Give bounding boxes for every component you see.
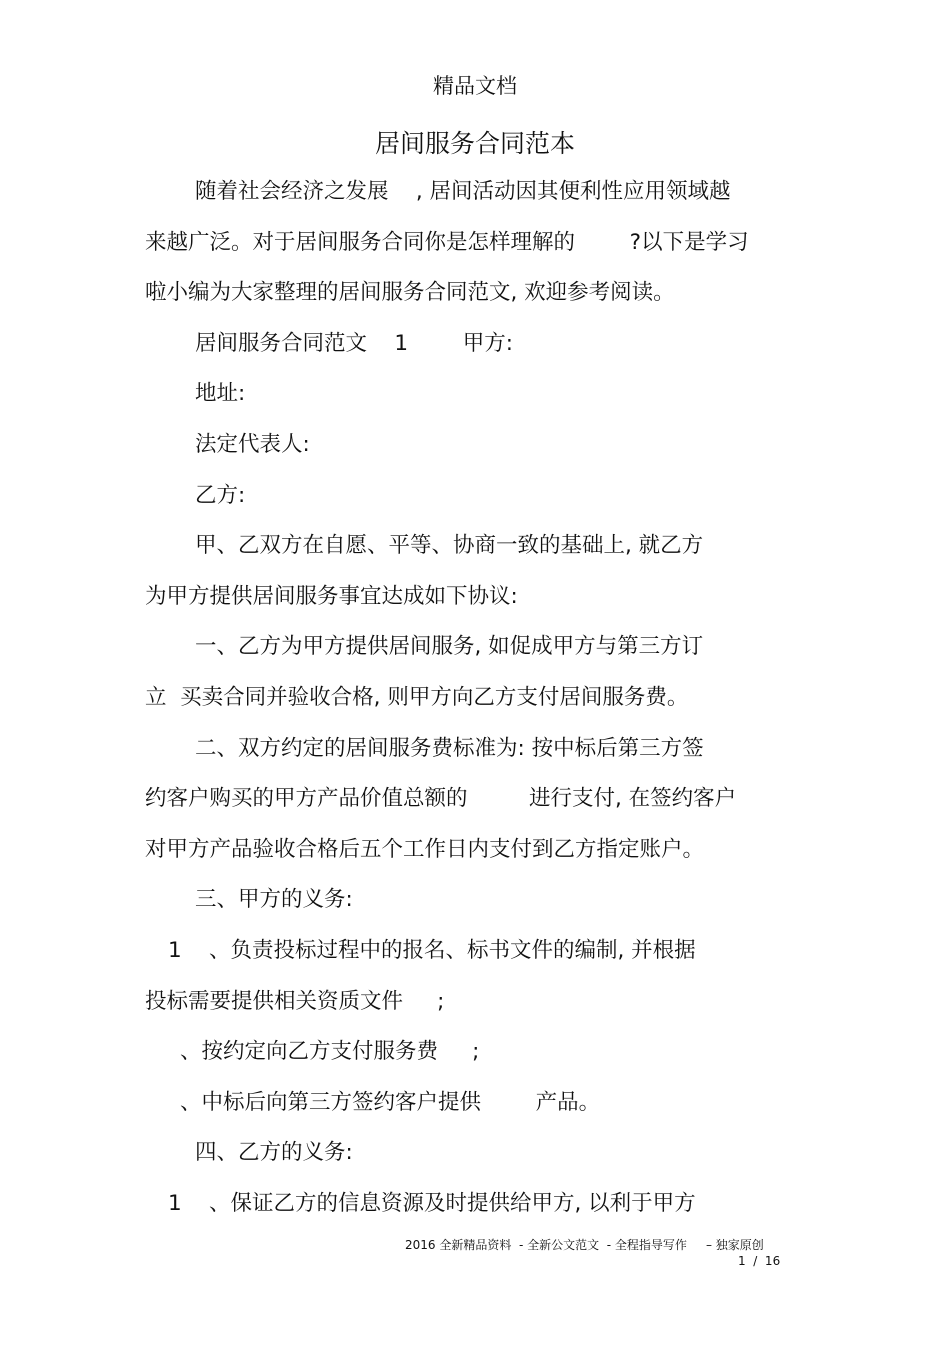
body-line: 、按约定向乙方支付服务费 ; bbox=[180, 1039, 480, 1065]
body-line: 啦小编为大家整理的居间服务合同范文, 欢迎参考阅读。 bbox=[145, 280, 675, 306]
body-line: 四、乙方的义务: bbox=[195, 1140, 353, 1166]
body-line: 乙方: bbox=[195, 482, 246, 508]
body-line: 法定代表人: bbox=[195, 432, 310, 457]
body-line: 居间服务合同范文 1 甲方: bbox=[195, 330, 513, 356]
body-line: 1 、保证乙方的信息资源及时提供给甲方, 以利于甲方 bbox=[168, 1191, 696, 1216]
body-line: 三、甲方的义务: bbox=[195, 887, 353, 913]
body-line: 投标需要提供相关资质文件 ; bbox=[145, 988, 445, 1014]
body-line: 甲、乙双方在自愿、平等、协商一致的基础上, 就乙方 bbox=[195, 533, 704, 559]
footer-text: 2016 全新精品资料 - 全新公文范文 - 全程指导写作 – 独家原创 bbox=[405, 1238, 764, 1252]
body-line: 一、乙方为甲方提供居间服务, 如促成甲方与第三方订 bbox=[195, 634, 704, 660]
body-line: 对甲方产品验收合格后五个工作日内支付到乙方指定账户。 bbox=[145, 836, 705, 862]
page-header: 精品文档 bbox=[433, 74, 517, 98]
body-line: 地址: bbox=[195, 381, 246, 407]
body-line: 为甲方提供居间服务事宜达成如下协议: bbox=[145, 583, 518, 609]
body-line: 二、双方约定的居间服务费标准为: 按中标后第三方签 bbox=[195, 735, 704, 761]
body-line: 、中标后向第三方签约客户提供 产品。 bbox=[180, 1089, 601, 1115]
body-line: 立 买卖合同并验收合格, 则甲方向乙方支付居间服务费。 bbox=[145, 685, 689, 710]
body-line: 1 、负责投标过程中的报名、标书文件的编制, 并根据 bbox=[168, 938, 696, 963]
body-line: 约客户购买的甲方产品价值总额的 进行支付, 在签约客户 bbox=[145, 786, 737, 812]
document-title: 居间服务合同范本 bbox=[374, 129, 575, 158]
page-number: 1 / 16 bbox=[738, 1254, 781, 1268]
body-line: 随着社会经济之发展 , 居间活动因其便利性应用领域越 bbox=[195, 179, 731, 204]
body-line: 来越广泛。对于居间服务合同你是怎样理解的 ?以下是学习 bbox=[145, 229, 749, 255]
